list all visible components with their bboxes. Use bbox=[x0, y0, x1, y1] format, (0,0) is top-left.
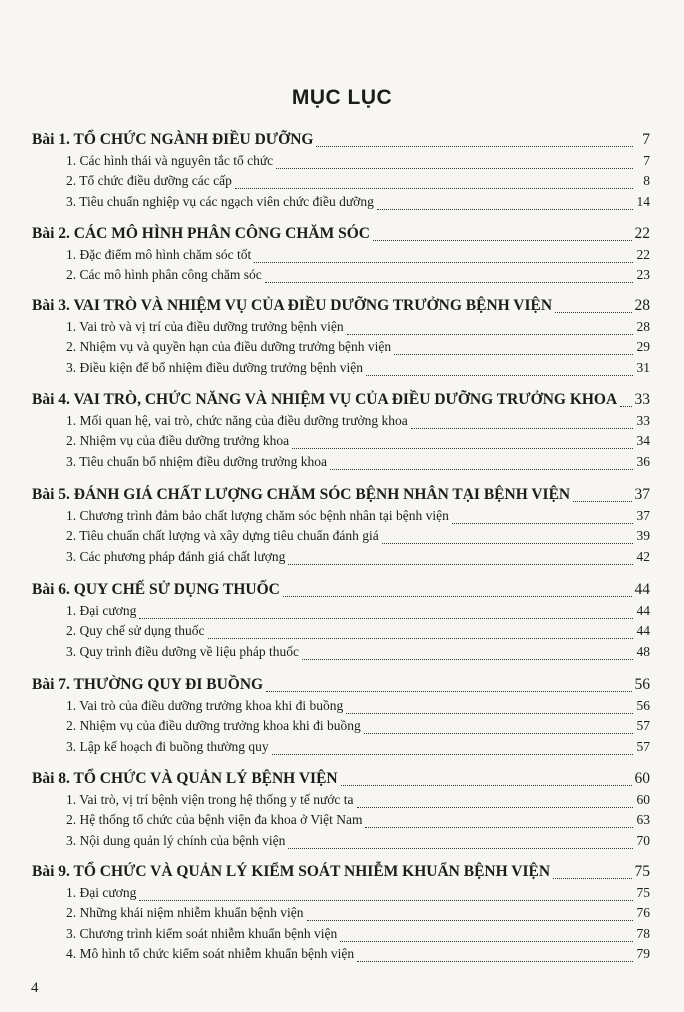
lesson-item-page: 56 bbox=[636, 698, 650, 713]
lesson-item-label: 1. Vai trò, vị trí bệnh viện trong hệ thống y tế nước ta bbox=[66, 792, 354, 807]
leader-dots bbox=[340, 940, 633, 942]
leader-dots bbox=[288, 847, 633, 849]
lesson-item-page: 28 bbox=[636, 319, 650, 334]
lesson-item-page: 39 bbox=[636, 528, 650, 543]
lesson-item-page: 57 bbox=[636, 739, 650, 754]
lesson-heading bbox=[32, 131, 650, 151]
lesson-heading-label: Bài 2. CÁC MÔ HÌNH PHÂN CÔNG CHĂM SÓC bbox=[32, 225, 370, 242]
lesson-heading-page: 33 bbox=[634, 391, 650, 408]
lesson-item-label: 4. Mô hình tổ chức kiểm soát nhiễm khuẩn bệnh viện bbox=[66, 946, 355, 961]
leader-dots bbox=[357, 960, 633, 962]
leader-dots bbox=[139, 617, 633, 619]
lesson-heading bbox=[32, 581, 650, 601]
lesson-item-label: 3. Nội dung quản lý chính của bệnh viện bbox=[66, 833, 286, 848]
lesson-item-page: 7 bbox=[643, 153, 650, 168]
lesson-item bbox=[66, 247, 650, 267]
leader-dots bbox=[347, 333, 633, 335]
lesson-heading bbox=[32, 486, 650, 506]
leader-dots bbox=[366, 374, 633, 376]
lesson-item bbox=[66, 339, 650, 359]
lesson-item-label: 2. Hệ thống tổ chức của bệnh viện đa khoa ở Việt Nam bbox=[66, 812, 363, 827]
lesson-item bbox=[66, 549, 650, 569]
lesson-item-label: 1. Đặc điểm mô hình chăm sóc tốt bbox=[66, 247, 252, 262]
lesson-item-label: 3. Tiêu chuẩn bổ nhiệm điều dưỡng trưởng khoa bbox=[66, 454, 328, 469]
lesson-heading-page: 7 bbox=[642, 131, 650, 148]
lesson-item bbox=[66, 194, 650, 214]
lesson-item bbox=[66, 812, 650, 832]
leader-dots bbox=[555, 311, 631, 313]
lesson-heading-label: Bài 7. THƯỜNG QUY ĐI BUỒNG bbox=[32, 676, 264, 693]
lesson-item-page: 44 bbox=[636, 603, 650, 618]
lesson-heading bbox=[32, 391, 650, 411]
lesson-item bbox=[66, 792, 650, 812]
lesson-item-label: 1. Chương trình đảm bảo chất lượng chăm sóc bệnh nhân tại bệnh viện bbox=[66, 508, 449, 523]
lesson-item bbox=[66, 267, 650, 287]
lesson-item-label: 2. Nhiệm vụ và quyền hạn của điều dưỡng trưởng bệnh viện bbox=[66, 339, 392, 354]
lesson-item bbox=[66, 644, 650, 664]
lesson-heading-label: Bài 8. TỔ CHỨC VÀ QUẢN LÝ BỆNH VIỆN bbox=[32, 770, 338, 787]
leader-dots bbox=[394, 353, 633, 355]
lesson-heading-page: 22 bbox=[634, 225, 650, 242]
lesson-item-page: 34 bbox=[636, 433, 650, 448]
lesson-item-page: 14 bbox=[636, 194, 650, 209]
lesson-item bbox=[66, 153, 650, 173]
lesson-item-page: 42 bbox=[636, 549, 650, 564]
leader-dots bbox=[265, 281, 633, 283]
lesson-item-label: 3. Chương trình kiểm soát nhiễm khuẩn bệnh viện bbox=[66, 926, 338, 941]
lesson-item bbox=[66, 319, 650, 339]
leader-dots bbox=[139, 899, 633, 901]
lesson-item-page: 48 bbox=[636, 644, 650, 659]
lesson-item-page: 78 bbox=[636, 926, 650, 941]
leader-dots bbox=[276, 167, 633, 169]
lesson-item-label: 3. Quy trình điều dưỡng về liệu pháp thuốc bbox=[66, 644, 300, 659]
lesson-item-label: 2. Tiêu chuẩn chất lượng và xây dựng tiêu chuẩn đánh giá bbox=[66, 528, 379, 543]
lesson-item bbox=[66, 508, 650, 528]
lesson-item bbox=[66, 433, 650, 453]
lesson-item-page: 23 bbox=[636, 267, 650, 282]
lesson-item-label: 1. Các hình thái và nguyên tắc tổ chức bbox=[66, 153, 274, 168]
leader-dots bbox=[373, 239, 632, 241]
lesson-item-label: 1. Mối quan hệ, vai trò, chức năng của điều dưỡng trưởng khoa bbox=[66, 413, 408, 428]
leader-dots bbox=[235, 187, 633, 189]
leader-dots bbox=[364, 732, 633, 734]
lesson-item-label: 2. Những khái niệm nhiễm khuẩn bệnh viện bbox=[66, 905, 304, 920]
lesson-item bbox=[66, 698, 650, 718]
leader-dots bbox=[411, 427, 633, 429]
leader-dots bbox=[382, 542, 633, 544]
lesson-item-label: 2. Các mô hình phân công chăm sóc bbox=[66, 267, 262, 282]
leader-dots bbox=[346, 712, 633, 714]
lesson-item bbox=[66, 739, 650, 759]
lesson-item-page: 37 bbox=[636, 508, 650, 523]
lesson-item bbox=[66, 603, 650, 623]
leader-dots bbox=[266, 690, 631, 692]
leader-dots bbox=[288, 563, 633, 565]
lesson-item-page: 8 bbox=[643, 173, 650, 188]
lesson-heading bbox=[32, 770, 650, 790]
lesson-item bbox=[66, 833, 650, 853]
lesson-item-label: 2. Tổ chức điều dưỡng các cấp bbox=[66, 173, 232, 188]
leader-dots bbox=[302, 658, 633, 660]
lesson-item-page: 60 bbox=[636, 792, 650, 807]
leader-dots bbox=[553, 877, 631, 879]
lesson-item-page: 79 bbox=[636, 946, 650, 961]
lesson-item bbox=[66, 885, 650, 905]
leader-dots bbox=[357, 806, 633, 808]
lesson-item-page: 29 bbox=[636, 339, 650, 354]
leader-dots bbox=[283, 595, 632, 597]
lesson-item bbox=[66, 360, 650, 380]
lesson-item-page: 76 bbox=[636, 905, 650, 920]
lesson-item bbox=[66, 528, 650, 548]
lesson-heading bbox=[32, 676, 650, 696]
leader-dots bbox=[573, 500, 631, 502]
lesson-heading-page: 44 bbox=[634, 581, 650, 598]
leader-dots bbox=[292, 447, 633, 449]
lesson-heading-label: Bài 5. ĐÁNH GIÁ CHẤT LƯỢNG CHĂM SÓC BỆNH NHÂN TẠI BỆNH VIỆN bbox=[32, 486, 571, 503]
lesson-item-page: 44 bbox=[636, 623, 650, 638]
leader-dots bbox=[208, 637, 633, 639]
lesson-heading-page: 28 bbox=[634, 297, 650, 314]
leader-dots bbox=[316, 145, 633, 147]
lesson-item-label: 1. Đại cương bbox=[66, 603, 137, 618]
lesson-heading-page: 75 bbox=[634, 863, 650, 880]
lesson-item-page: 22 bbox=[636, 247, 650, 262]
lesson-item-label: 2. Nhiệm vụ của điều dưỡng trưởng khoa bbox=[66, 433, 290, 448]
leader-dots bbox=[365, 826, 633, 828]
lesson-item bbox=[66, 454, 650, 474]
lesson-item-page: 63 bbox=[636, 812, 650, 827]
lesson-heading-label: Bài 4. VAI TRÒ, CHỨC NĂNG VÀ NHIỆM VỤ CỦA ĐIỀU DƯỠNG TRƯỞNG KHOA bbox=[32, 391, 618, 408]
lesson-item-label: 2. Quy chế sử dụng thuốc bbox=[66, 623, 205, 638]
lesson-item-label: 1. Đại cương bbox=[66, 885, 137, 900]
lesson-item-page: 75 bbox=[636, 885, 650, 900]
lesson-heading-label: Bài 9. TỔ CHỨC VÀ QUẢN LÝ KIỂM SOÁT NHIỄM KHUẨN BỆNH VIỆN bbox=[32, 863, 551, 880]
leader-dots bbox=[341, 784, 632, 786]
page-number: 4 bbox=[31, 980, 39, 996]
lesson-heading bbox=[32, 297, 650, 317]
lesson-item-label: 2. Nhiệm vụ của điều dưỡng trưởng khoa khi đi buồng bbox=[66, 718, 361, 733]
lesson-heading-label: Bài 6. QUY CHẾ SỬ DỤNG THUỐC bbox=[32, 581, 280, 598]
lesson-item bbox=[66, 946, 650, 966]
lesson-heading-page: 60 bbox=[634, 770, 650, 787]
lesson-item bbox=[66, 926, 650, 946]
lesson-item-page: 31 bbox=[636, 360, 650, 375]
lesson-item-label: 3. Lập kế hoạch đi buồng thường quy bbox=[66, 739, 269, 754]
lesson-item bbox=[66, 718, 650, 738]
leader-dots bbox=[254, 261, 633, 263]
lesson-heading-page: 37 bbox=[634, 486, 650, 503]
lesson-item-page: 70 bbox=[636, 833, 650, 848]
leader-dots bbox=[330, 468, 633, 470]
lesson-item-page: 33 bbox=[636, 413, 650, 428]
lesson-heading-label: Bài 3. VAI TRÒ VÀ NHIỆM VỤ CỦA ĐIỀU DƯỠNG TRƯỞNG BỆNH VIỆN bbox=[32, 297, 553, 314]
lesson-item bbox=[66, 413, 650, 433]
lesson-item-label: 1. Vai trò và vị trí của điều dưỡng trưởng bệnh viện bbox=[66, 319, 344, 334]
page-title: MỤC LỤC bbox=[291, 86, 393, 109]
leader-dots bbox=[272, 753, 633, 755]
lesson-item bbox=[66, 905, 650, 925]
leader-dots bbox=[620, 405, 631, 407]
lesson-item-label: 3. Các phương pháp đánh giá chất lượng bbox=[66, 549, 286, 564]
lesson-heading bbox=[32, 863, 650, 883]
lesson-item bbox=[66, 173, 650, 193]
lesson-item-page: 36 bbox=[636, 454, 650, 469]
leader-dots bbox=[377, 208, 633, 210]
lesson-heading-label: Bài 1. TỔ CHỨC NGÀNH ĐIỀU DƯỠNG bbox=[32, 131, 314, 148]
lesson-item-page: 57 bbox=[636, 718, 650, 733]
lesson-heading bbox=[32, 225, 650, 245]
leader-dots bbox=[307, 919, 633, 921]
leader-dots bbox=[452, 522, 633, 524]
lesson-item-label: 3. Điều kiện để bổ nhiệm điều dưỡng trưởng bệnh viện bbox=[66, 360, 363, 375]
lesson-item bbox=[66, 623, 650, 643]
lesson-item-label: 3. Tiêu chuẩn nghiệp vụ các ngạch viên chức điều dưỡng bbox=[66, 194, 374, 209]
lesson-item-label: 1. Vai trò của điều dưỡng trưởng khoa khi đi buồng bbox=[66, 698, 344, 713]
lesson-heading-page: 56 bbox=[634, 676, 650, 693]
